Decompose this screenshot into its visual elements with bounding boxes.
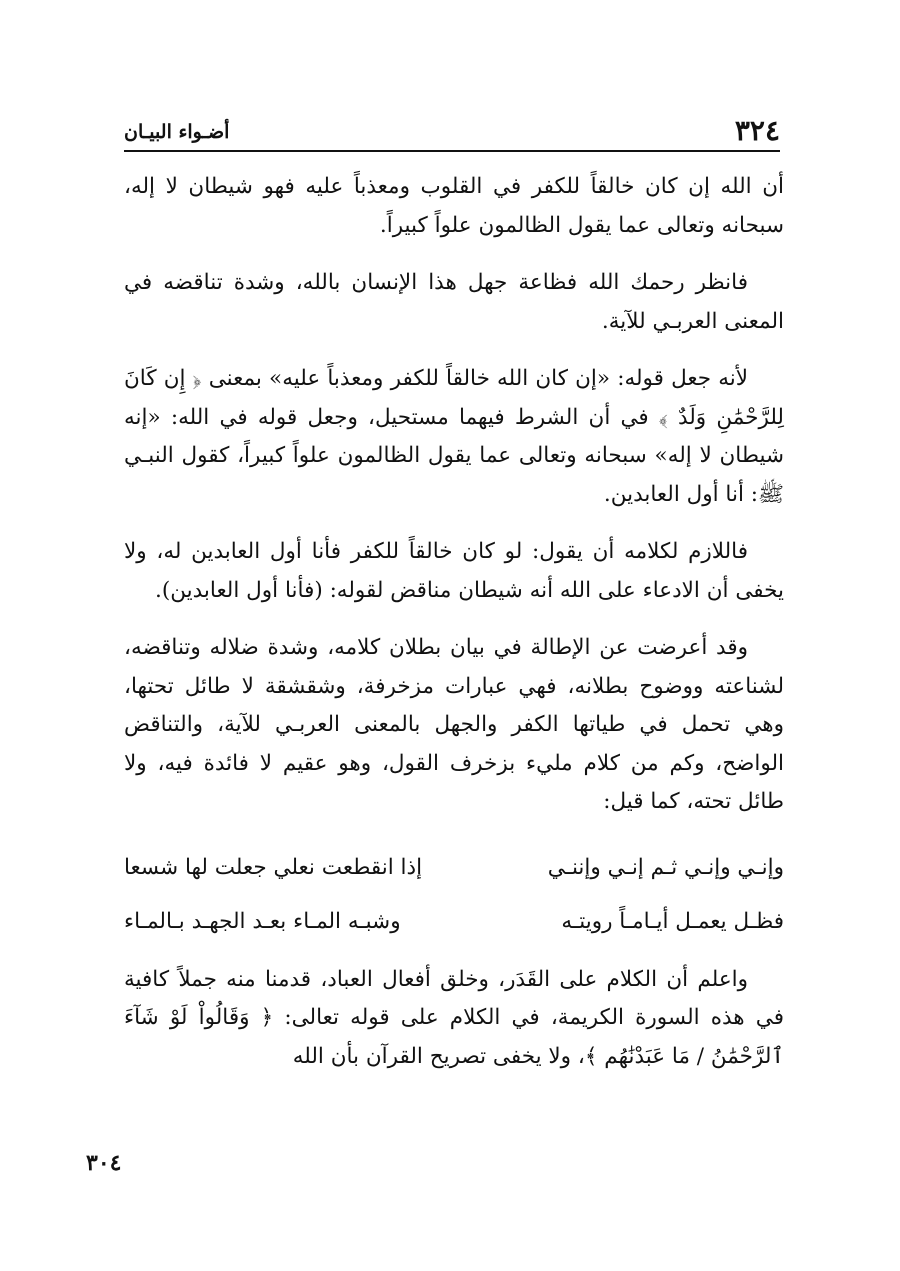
verse-second-hemistich: إذا انقطعت نعلي جعلت لها شسعا: [124, 854, 423, 880]
verse-first-hemistich: فظـل يعمـل أيـامـاً رويتـه: [561, 908, 784, 934]
page-number: ٣٢٤: [734, 114, 780, 147]
poetry-verses: [124, 841, 784, 949]
book-title: أضـواء البيـان: [124, 121, 230, 143]
paragraph-2: فانظر رحمك الله فظاعة جهل هذا الإنسان بالله، وشدة تناقضه في المعنى العربـي للآية.: [124, 270, 784, 334]
verse-first-hemistich: وإنـي وإنـي ثـم إنـي وإننـي: [547, 854, 784, 880]
page-body: [124, 168, 784, 1095]
verse-second-hemistich: وشبـه المـاء بعـد الجهـد بـالمـاء: [124, 908, 401, 934]
paragraph-3: لأنه جعل قوله: «إن كان الله خالقاً للكفر ومعذباً عليه» بمعنى ﴿ إِن كَانَ لِلرَّحْمَٰنِ وَلَدٌ ﴾ في أن الشرط فيهما مستحيل، وجعل قوله في الله: «إنه شيطان لا إله» سبحانه وتعالى عما يقول الظالمون علواً كبيراً، كقول النبـي ﷺ: أنا أول العابدين.: [124, 366, 784, 507]
paragraph-4: فاللازم لكلامه أن يقول: لو كان خالقاً للكفر فأنا أول العابدين له، ولا يخفى أن الادعاء على الله أنه شيطان مناقض لقوله: (فأنا أول العابدين).: [124, 539, 784, 603]
margin-reference-number: ٣٠٤: [86, 1150, 122, 1176]
verse-line: [124, 895, 784, 949]
page-header: [124, 110, 780, 152]
verse-line: [124, 841, 784, 895]
closing-paragraph: واعلم أن الكلام على القَدَر، وخلق أفعال العباد، قدمنا منه جملاً كافية في هذه السورة الكريمة، في الكلام على قوله تعالى: ﴿ وَقَالُواْ لَوْ شَآءَ ٱلرَّحْمَٰنُ / مَا عَبَدْنَٰهُم ﴾، ولا يخفى تصريح القرآن بأن الله: [124, 966, 784, 1069]
paragraph-5: وقد أعرضت عن الإطالة في بيان بطلان كلامه، وشدة ضلاله وتناقضه، لشناعته ووضوح بطلانه، فهي عبارات مزخرفة، وشقشقة لا طائل تحتها، وهي تحمل في طياتها الكفر والجهل بالمعنى العربـي للآية، والتناقض الواضح، وكم من كلام مليء بزخرف القول، وهو عقيم لا فائدة فيه، ولا طائل تحته، كما قيل:: [124, 635, 784, 814]
paragraph-1: أن الله إن كان خالقاً للكفر في القلوب ومعذباً عليه فهو شيطان لا إله، سبحانه وتعالى عما يقول الظالمون علواً كبيراً.: [124, 174, 784, 238]
